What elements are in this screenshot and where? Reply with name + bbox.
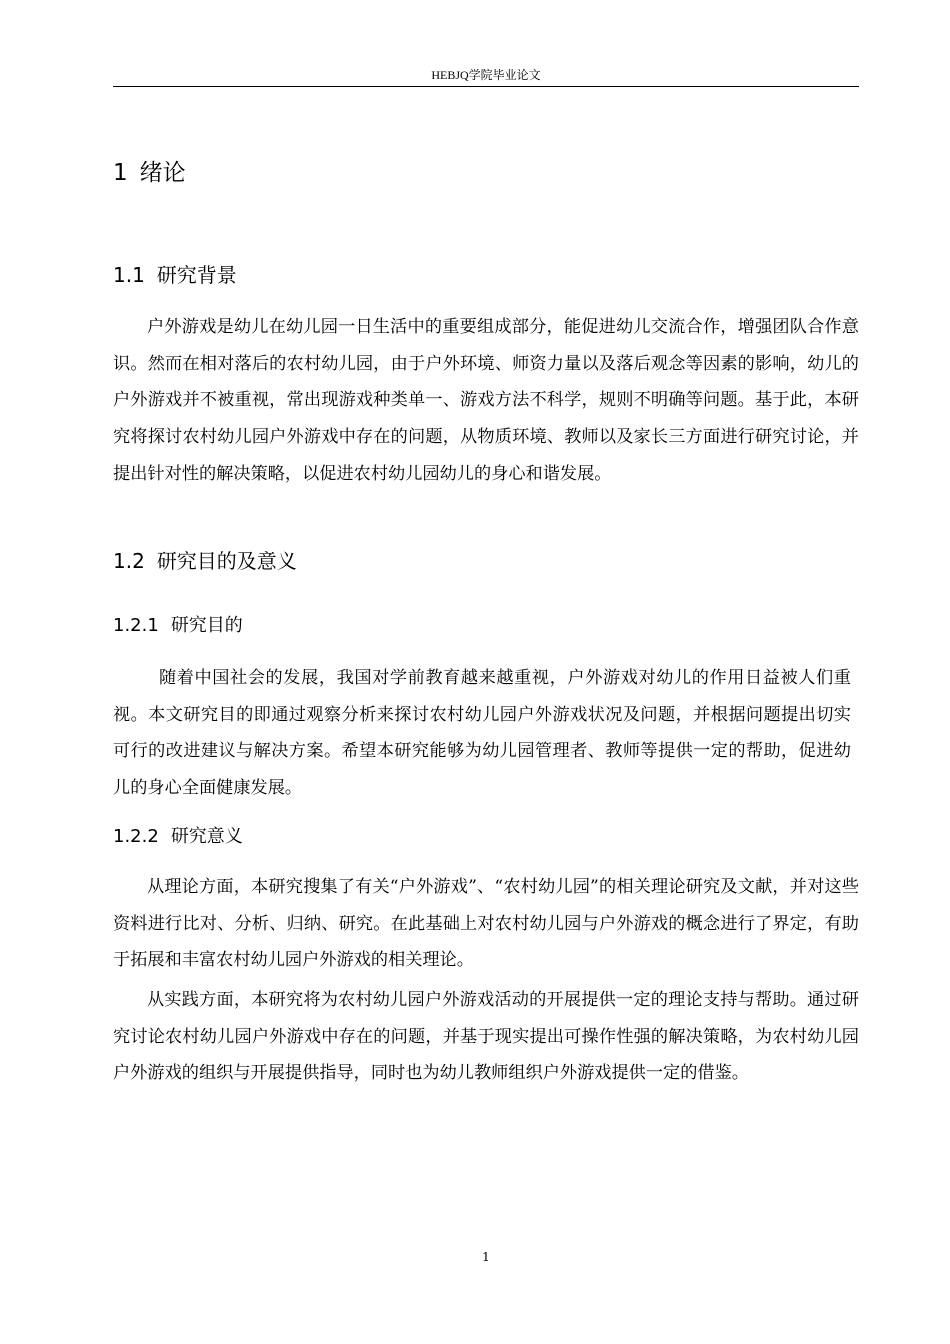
subsection-heading-1-2-1 xyxy=(113,613,243,639)
subsection-heading-1-2-2 xyxy=(113,824,243,850)
chapter-number: 1 xyxy=(113,160,128,186)
chapter-heading xyxy=(113,157,186,189)
paragraph-purpose: 随着中国社会的发展，我国对学前教育越来越重视，户外游戏对幼儿的作用日益被人们重视。本文研究目的即通过观察分析来探讨农村幼儿园户外游戏状况及问题，并根据问题提出切实可行的改进建议与解决方案。希望本研究能够为幼儿园管理者、教师等提供一定的帮助，促进幼儿的身心全面健康发展。 xyxy=(113,668,851,799)
section-number: 1.2 xyxy=(113,549,145,573)
subsection-number: 1.2.2 xyxy=(113,826,159,847)
paragraph-significance-theory: 从理论方面，本研究搜集了有关“户外游戏”、“农村幼儿园”的相关理论研究及文献，并对这些资料进行比对、分析、归纳、研究。在此基础上对农村幼儿园与户外游戏的概念进行了界定，有助于拓展和丰富农村幼儿园户外游戏的相关理论。 xyxy=(113,877,859,971)
paragraph-significance-practice: 从实践方面，本研究将为农村幼儿园户外游戏活动的开展提供一定的理论支持与帮助。通过研究讨论农村幼儿园户外游戏中存在的问题，并基于现实提出可操作性强的解决策略，为农村幼儿园户外游戏的组织与开展提供指导，同时也为幼儿教师组织户外游戏提供一定的借鉴。 xyxy=(113,990,859,1084)
section-heading-1-1 xyxy=(113,261,237,289)
subsection-title: 研究意义 xyxy=(170,826,243,847)
subsection-number: 1.2.1 xyxy=(113,615,159,636)
section-title: 研究背景 xyxy=(156,263,237,287)
section-number: 1.1 xyxy=(113,263,145,287)
paragraph-background: 户外游戏是幼儿在幼儿园一日生活中的重要组成部分，能促进幼儿交流合作，增强团队合作意识。然而在相对落后的农村幼儿园，由于户外环境、师资力量以及落后观念等因素的影响，幼儿的户外游戏并不被重视，常出现游戏种类单一、游戏方法不科学，规则不明确等问题。基于此，本研究将探讨农村幼儿园户外游戏中存在的问题，从物质环境、教师以及家长三方面进行研究讨论，并提出针对性的解决策略，以促进农村幼儿园幼儿的身心和谐发展。 xyxy=(113,317,859,484)
section-heading-1-2 xyxy=(113,547,297,575)
header-rule xyxy=(113,86,859,87)
running-header: HEBJQ学院毕业论文 xyxy=(431,68,541,82)
chapter-title: 绪论 xyxy=(139,160,186,186)
subsection-title: 研究目的 xyxy=(170,615,243,636)
page-number: 1 xyxy=(482,1250,490,1264)
section-title: 研究目的及意义 xyxy=(156,549,297,573)
